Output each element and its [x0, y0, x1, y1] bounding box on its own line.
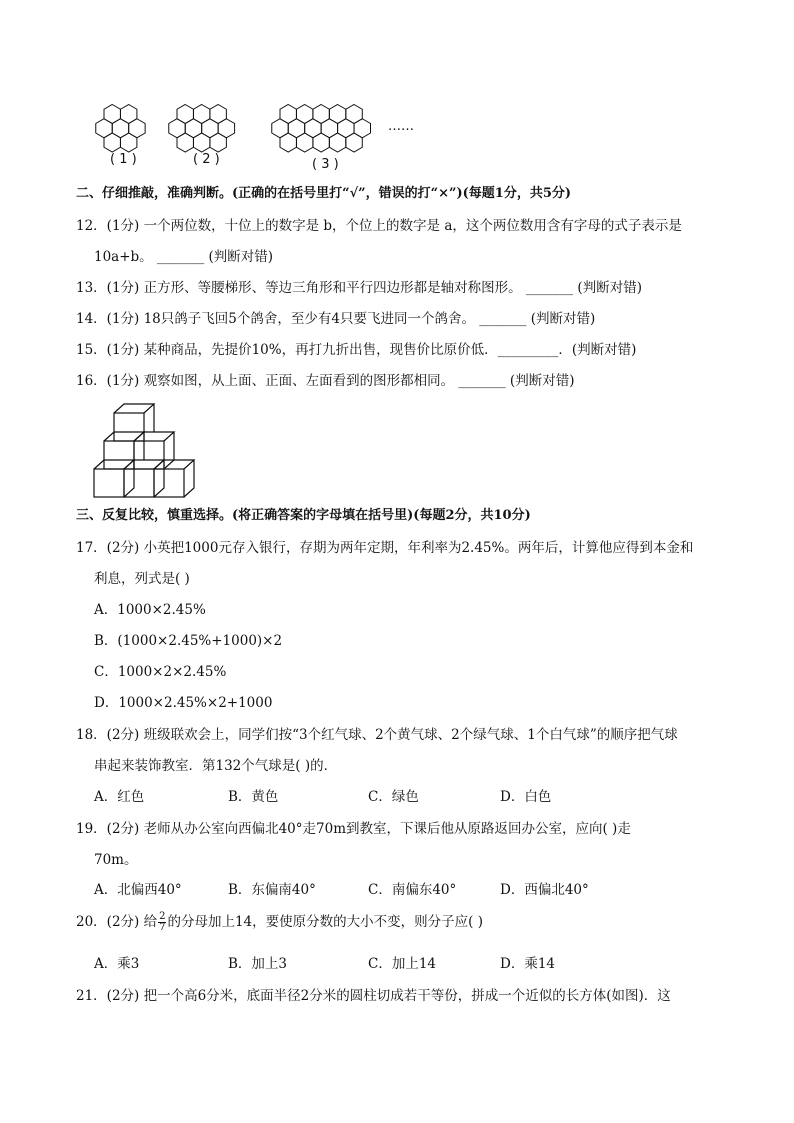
- hexagon-fig1-5: [104, 133, 120, 152]
- cube-stack-figure: [90, 393, 210, 503]
- question-20-suffix: 的分母加上14，要使原分数的大小不变，则分子应( ): [167, 914, 483, 930]
- question-19-option-a: A．北偏西40°: [94, 882, 182, 898]
- question-12-line-1: 12．(1分) 一个两位数，十位上的数字是 b，个位上的数字是 a，这个两位数用含有字母的式子表示是: [76, 218, 682, 234]
- question-20-option-b: B．加上3: [228, 956, 288, 972]
- fraction-numerator: 2: [159, 911, 166, 922]
- fraction-two-sevenths: [158, 912, 166, 933]
- hexagon-fig3-14: [329, 133, 345, 152]
- question-19-option-c: C．南偏东40°: [368, 882, 457, 898]
- section-3-title: 三、反复比较，慎重选择。(将正确答案的字母填在括号里)(每题2分，共10分): [76, 508, 531, 523]
- hexagon-fig3-15: [346, 133, 362, 152]
- cube-top: [114, 404, 154, 441]
- question-20: [76, 912, 483, 933]
- question-17-line-2: 利息，列式是( ): [94, 571, 190, 587]
- question-19-line-1: 19．(2分) 老师从办公室向西偏北40°走70m到教室，下课后他从原路返回办公室，应向( )走: [76, 821, 631, 837]
- hexagon-fig2-7: [177, 133, 193, 152]
- section-2-title: 二、仔细推敲，准确判断。(正确的在括号里打“√”，错误的打“×”)(每题1分，共5分): [76, 186, 572, 201]
- figure-label-3: ( 3 ): [312, 157, 339, 172]
- question-12-line-2: 10a+b。 _______ (判断对错): [94, 249, 274, 265]
- question-13: 13．(1分) 正方形、等腰梯形、等边三角形和平行四边形都是轴对称图形。 _______ (判断对错): [76, 280, 642, 296]
- question-18-option-d: D．白色: [500, 789, 552, 805]
- hexagon-fig1-6: [120, 133, 136, 152]
- question-14: 14．(1分) 18只鸽子飞回5个鸽舍，至少有4只要飞进同一个鸽舍。 _______ (判断对错): [76, 311, 596, 327]
- hexagon-fig3-12: [296, 133, 312, 152]
- question-21-line-1: 21．(2分) 把一个高6分米，底面半径2分米的圆柱切成若干等份，拼成一个近似的长方体(如图)．这: [76, 988, 671, 1004]
- question-19-option-d: D．西偏北40°: [500, 882, 589, 898]
- question-18-line-1: 18．(2分) 班级联欢会上，同学们按“3个红气球、2个黄气球、2个绿气球、1个白气球”的顺序把气球: [76, 727, 678, 743]
- question-19-line-2: 70m。: [94, 852, 138, 868]
- hexagon-fig3-13: [313, 133, 329, 152]
- hexagon-fig2-9: [210, 133, 226, 152]
- question-17-line-1: 17．(2分) 小英把1000元存入银行，存期为两年定期，年利率为2.45%。两年后，计算他应得到本金和: [76, 540, 694, 556]
- question-18-option-b: B．黄色: [228, 789, 279, 805]
- question-17-option-b: B．(1000×2.45%+1000)×2: [94, 633, 283, 649]
- question-17-option-a: A．1000×2.45%: [94, 602, 206, 618]
- hexagon-fig2-8: [193, 133, 209, 152]
- question-17-option-c: C．1000×2×2.45%: [94, 664, 227, 680]
- question-20-option-a: A．乘3: [94, 956, 140, 972]
- question-18-option-c: C．绿色: [368, 789, 419, 805]
- figure-label-1: ( 1 ): [110, 152, 137, 167]
- question-19-option-b: B．东偏南40°: [228, 882, 316, 898]
- question-17-option-d: D．1000×2.45%×2+1000: [94, 695, 273, 711]
- figure-label-2: ( 2 ): [193, 152, 220, 167]
- figure-ellipsis: ……: [388, 119, 414, 134]
- hexagon-fig3-11: [280, 133, 296, 152]
- question-15: 15．(1分) 某种商品，先提价10%，再打九折出售，现售价比原价低．_________．(判断对错): [76, 342, 637, 358]
- question-20-option-d: D．乘14: [500, 956, 556, 972]
- question-16: 16．(1分) 观察如图，从上面、正面、左面看到的图形都相同。 _______ (判断对错): [76, 373, 575, 389]
- question-20-option-c: C．加上14: [368, 956, 437, 972]
- cube-middle-2: [134, 432, 174, 469]
- question-18-option-a: A．红色: [94, 789, 145, 805]
- question-20-prefix: 20．(2分) 给: [76, 914, 158, 930]
- question-18-line-2: 串起来装饰教室．第132个气球是( )的．: [94, 758, 338, 774]
- fraction-denominator: 7: [159, 922, 166, 933]
